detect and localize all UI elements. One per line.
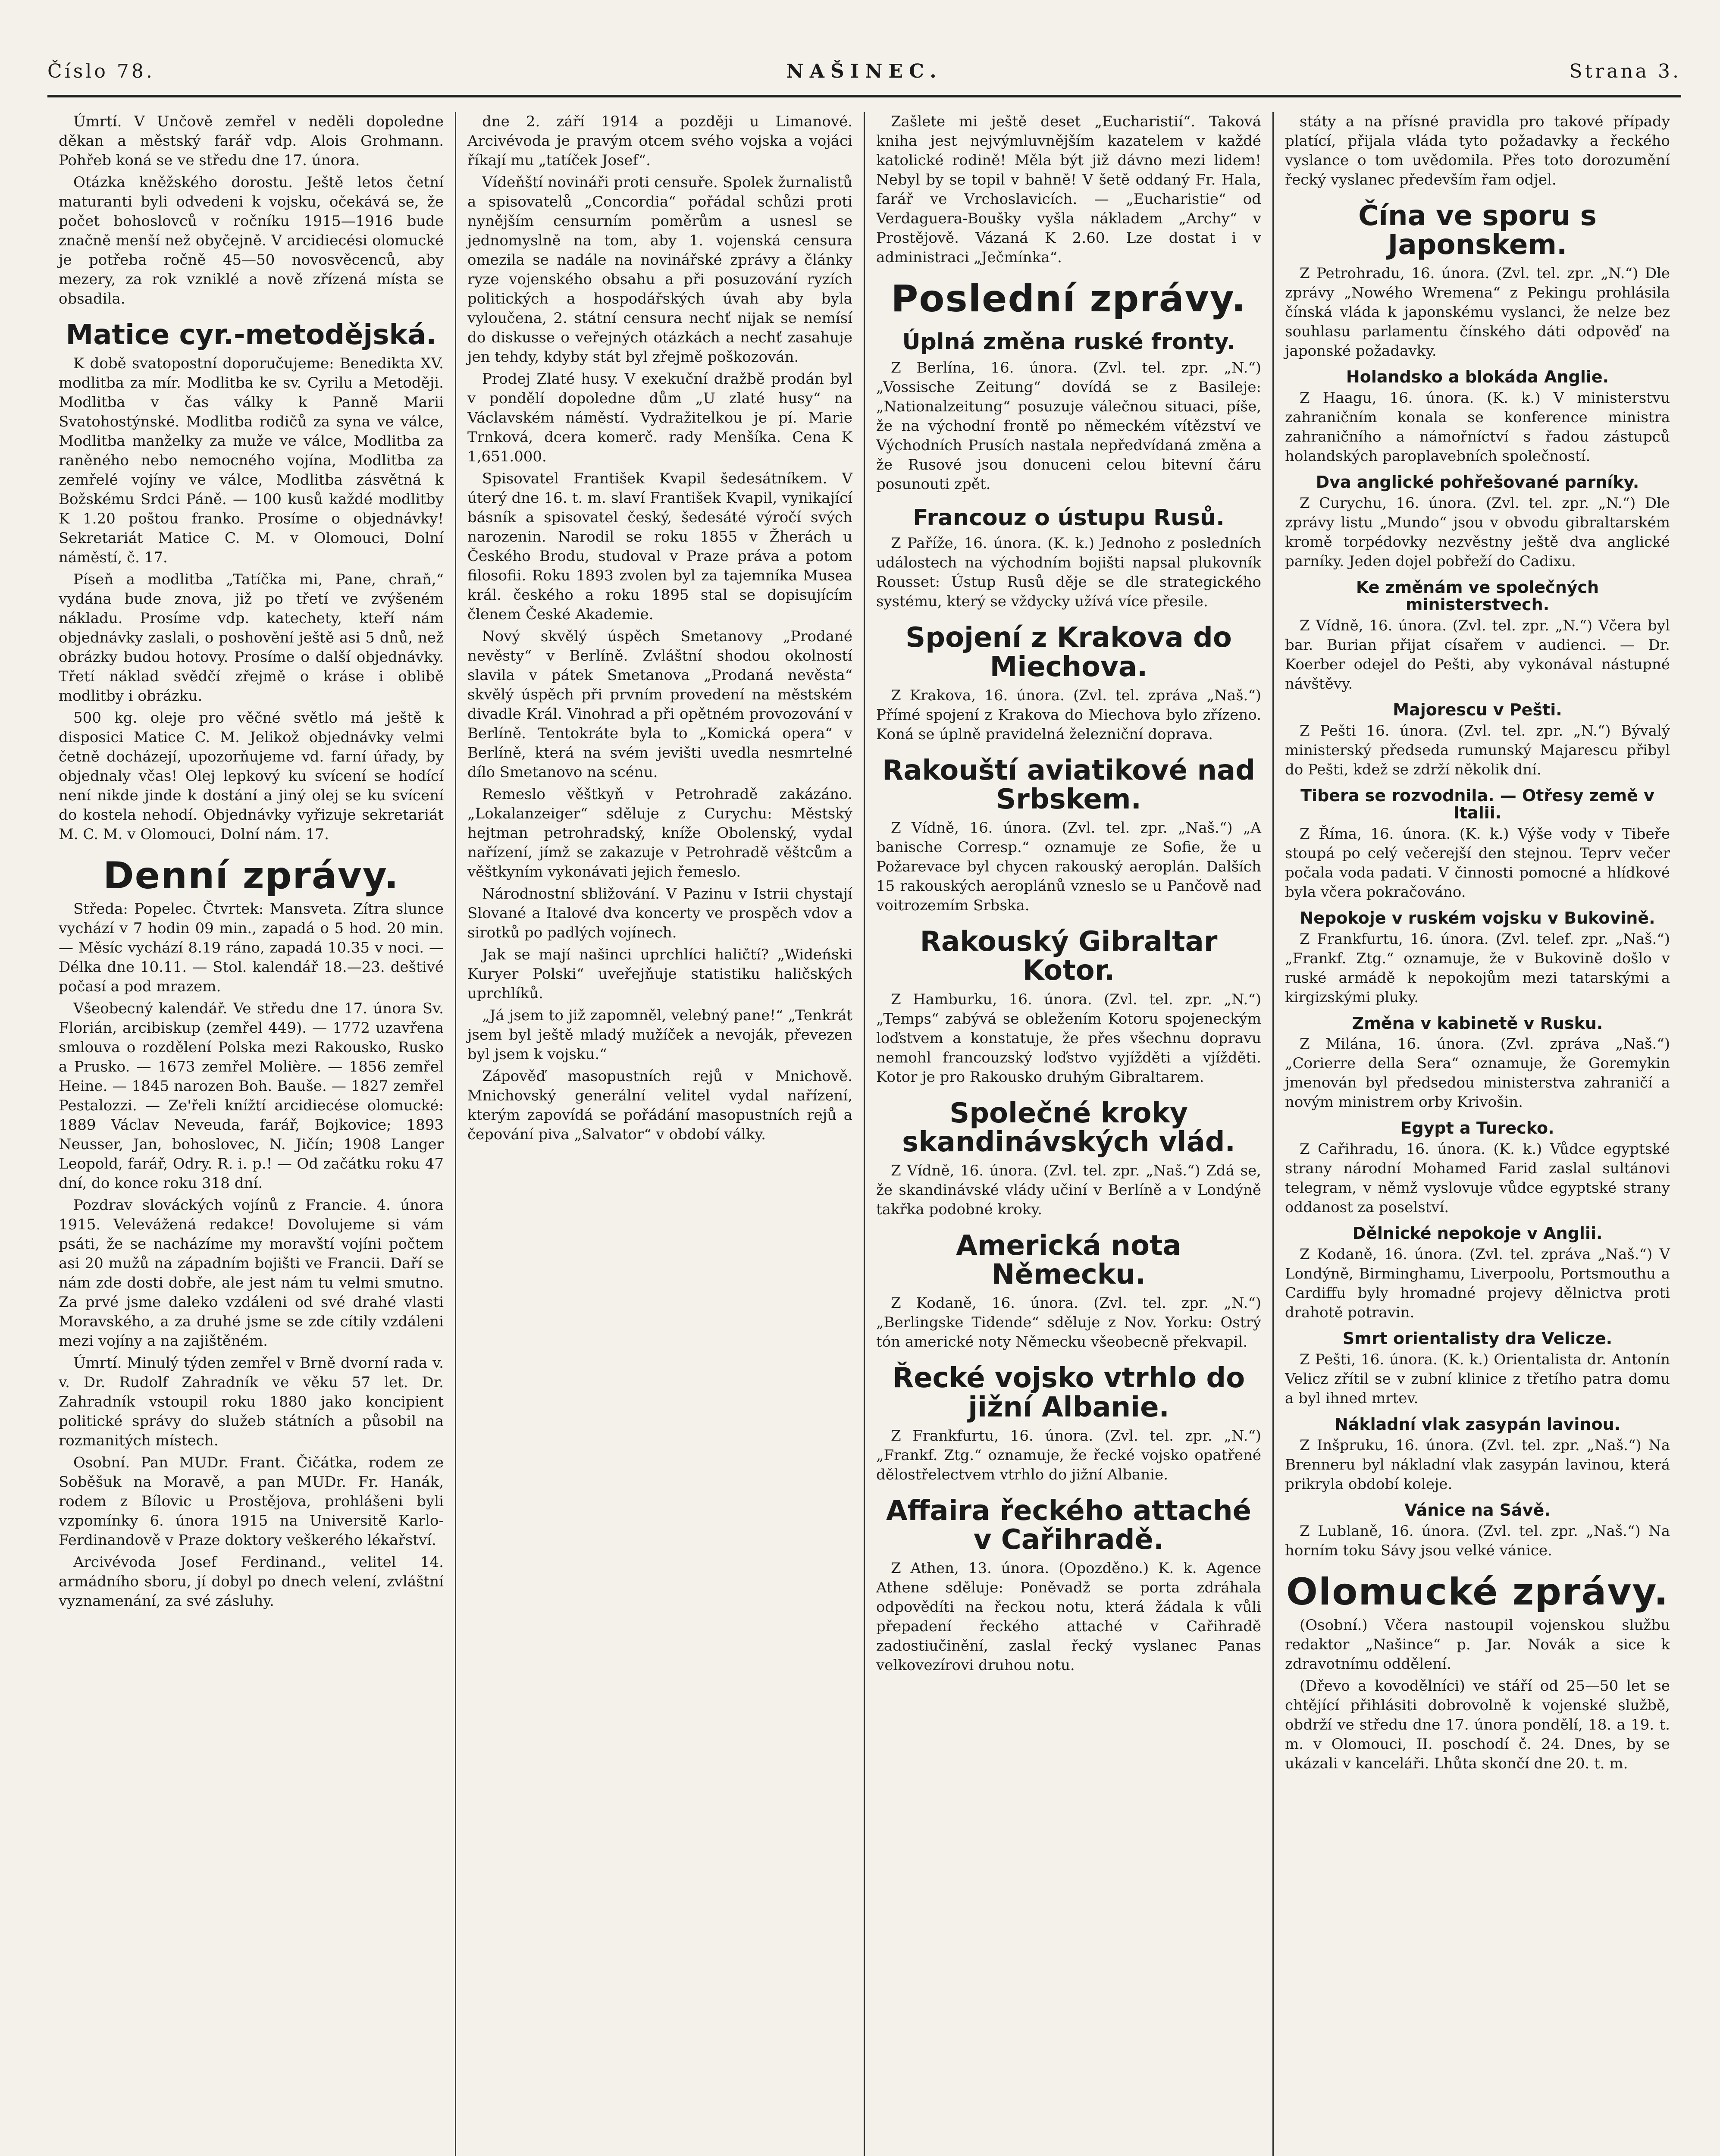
section-heading: Společné kroky skandinávských vlád.	[902, 1097, 1235, 1158]
article-paragraph: Z Inšpruku, 16. února. (Zvl. tel. zpr. „Naš.“) Na Brenneru byl nákladní vlak zasypán lavinou, která prikryla období koleje.	[1285, 1436, 1670, 1493]
section-heading: Čína ve sporu s Japonskem.	[1358, 200, 1597, 261]
section-heading: Vánice na Sávě.	[1404, 1500, 1551, 1520]
section-heading: Tibera se rozvodnila. — Otřesy země v Italii.	[1300, 786, 1654, 822]
issue-number: Číslo 78.	[47, 60, 155, 82]
article-paragraph: Osobní. Pan MUDr. Frant. Čičátka, rodem ze Soběšuk na Moravě, a pan MUDr. Fr. Hanák, rodem z Bílovic u Prostějova, prohlášeni byli vzpomínky 6. února 1915 na Universitě Karlo-Ferdinandově v Praze doktory veškerého lékařství.	[59, 1454, 444, 1549]
page-number: Strana 3.	[1569, 60, 1681, 82]
article-paragraph: Vídeňští novináři proti censuře. Spolek žurnalistů a spisovatelů „Concordia“ pořádal schůzi proti nynějším censurním poměrům a usnesl se jednomyslně na tom, aby 1. vojenská censura omezila se nadále na novinářské zprávy a články ryze vojenského obsahu a při posuzování ryzích politických a hospodářských úvah aby byla vyloučena, 2. státní censura nechť nijak se nemísí do diskusse o veřejných otázkách a nechť zasahuje jen tehdy, kdyby stát byl zřejmě poškozován.	[467, 174, 852, 366]
article-paragraph: Z Athen, 13. února. (Opozděno.) K. k. Agence Athene sděluje: Poněvadž se porta zdráhala odpovědíti na řeckou notu, která žádala k vůli přepadení řeckého attaché v Cařihradě zadostiučinění, zaslal řecký vyslanec Panas velkovezírovi druhou notu.	[876, 1560, 1261, 1674]
section-heading: Dělnické nepokoje v Anglii.	[1352, 1224, 1603, 1243]
article-paragraph: Z Krakova, 16. února. (Zvl. tel. zpráva „Naš.“) Přímé spojení z Krakova do Miechova bylo zřízeno. Koná se úplně pravidelná železniční doprava.	[876, 686, 1261, 743]
article-paragraph: Úmrtí. Minulý týden zemřel v Brně dvorní rada v. v. Dr. Rudolf Zahradník ve věku 57 let. Dr. Zahradník vstoupil roku 1880 jako koncipient politické správy do služeb státních a působil na rozmanitých místech.	[59, 1354, 444, 1450]
article-paragraph: K době svatopostní doporučujeme: Benedikta XV. modlitba za mír. Modlitba ke sv. Cyrilu a Metoději. Modlitba v čas války k Panně Marii Svatohostýnské. Modlitba rodičů za syna ve válce, Modlitba manželky za muže ve válce, Modlitba za raněného nebo nemocného vojína, Modlitba za zemřelé vojíny ve válce, Modlitba zásvětná k Božskému Srdci Páně. — 100 kusů každé modlitby K 1.20 poštou franko. Prosíme o objednávky! Sekretariát Matice C. M. v Olomouci, Dolní náměstí, č. 17.	[59, 355, 444, 567]
article-paragraph: Z Berlína, 16. února. (Zvl. tel. zpr. „N.“) „Vossische Zeitung“ dovídá se z Basileje: „Nationalzeitung“ posuzuje válečnou situaci, píše, že na východní frontě po německém vítězství ve Východních Prusích nastala nepředvídaná změna a že Rusové jsou donuceni celou bitevní čáru posunouti zpět.	[876, 359, 1261, 493]
article-paragraph: Pozdrav slováckých vojínů z Francie. 4. února 1915. Velevážená redakce! Dovolujeme si vám psáti, že se nacházíme my moravští vojíni počtem asi 20 mužů na západním bojišti ve Francii. Daří se nám zde dosti dobře, ale jest nám tu velmi smutno. Za prvé jsme daleko vzdáleni od své drahé vlasti Moravského, a za druhé jsme se zde cítily vzdáleni mezi vojíny a na zajištěném.	[59, 1197, 444, 1350]
section-heading: Egypt a Turecko.	[1400, 1119, 1554, 1138]
article-paragraph: Z Vídně, 16. února. (Zvl. tel. zpr. „Naš.“) Zdá se, že skandinávské vlády učiní v Berlíně a v Londýně takřka podobné kroky.	[876, 1162, 1261, 1218]
article-paragraph: (Osobní.) Včera nastoupil vojenskou službu redaktor „Našince“ p. Jar. Novák a sice k zdravotnímu oddělení.	[1285, 1617, 1670, 1673]
newspaper-title: NAŠINEC.	[786, 60, 943, 82]
article-paragraph: Remeslo věštkyň v Petrohradě zakázáno. „Lokalanzeiger“ sděluje z Curychu: Městský hejtman petrohradský, kníže Obolenský, vydal nařízení, jímž se zakazuje v Petrohradě věštcům a věštkyním vykonávati jejich řemeslo.	[467, 786, 852, 881]
section-heading: Úplná změna ruské fronty.	[902, 329, 1235, 355]
article-paragraph: Z Lublaně, 16. února. (Zvl. tel. zpr. „Naš.“) Na horním toku Sávy jsou velké vánice.	[1285, 1522, 1670, 1559]
article-paragraph: Z Cařihradu, 16. února. (K. k.) Vůdce egyptské strany národní Mohamed Farid zaslal sultánovi telegram, v němž vyslovuje vůdce egyptské strany oddanost za poselství.	[1285, 1141, 1670, 1216]
section-heading: Rakouští aviatikové nad Srbskem.	[882, 754, 1256, 816]
article-paragraph: Z Vídně, 16. února. (Zvl. tel. zpr. „N.“) Včera byl bar. Burian přijat císařem v audienci. — Dr. Koerber odejel do Pešti, aby vykonával nástupné návštěvy.	[1285, 617, 1670, 693]
section-heading: Americká nota Německu.	[956, 1229, 1181, 1291]
article-paragraph: Národnostní sbližování. V Pazinu v Istrii chystají Slované a Italové dva koncerty ve prospěch vdov a sirotků po padlých vojínech.	[467, 885, 852, 941]
article-paragraph: Úmrtí. V Unčově zemřel v neděli dopoledne děkan a městský farář vdp. Alois Grohmann. Pohřeb koná se ve středu dne 17. února.	[59, 113, 444, 169]
article-paragraph: Z Kodaně, 16. února. (Zvl. tel. zpráva „Naš.“) V Londýně, Birminghamu, Liverpoolu, Portsmouthu a Cardiffu byly hromadné projevy dělnictva proti drahotě potravin.	[1285, 1246, 1670, 1322]
section-heading: Rakouský Gibraltar Kotor.	[920, 926, 1218, 987]
section-heading: Smrt orientalisty dra Velicze.	[1342, 1329, 1613, 1348]
article-paragraph: Všeobecný kalendář. Ve středu dne 17. února Sv. Florián, arcibiskup (zemřel 449). — 1772 uzavřena smlouva o rozdělení Polska mezi Rakousko, Rusko a Prusko. — 1673 zemřel Molière. — 1856 zemřel Heine. — 1845 narozen Boh. Bauše. — 1827 zemřel Pestalozzi. — Ze'řeli knížtí arcidiecése olomucké: 1889 Václav Neveuda, farář, Bojkovice; 1893 Neusser, Jan, bohoslovec, N. Jičín; 1908 Langer Leopold, farář, Odry. R. i. p.! — Od začátku roku 47 dní, do konce roku 318 dní.	[59, 1000, 444, 1192]
section-heading: Ke změnám ve společných ministerstvech.	[1356, 578, 1599, 614]
article-paragraph: Z Milána, 16. února. (Zvl. zpráva „Naš.“) „Corierre della Sera“ oznamuje, že Goremykin jmenován byl předsedou ministerstva zahraničí a novým ministrem orby Krivošin.	[1285, 1035, 1670, 1111]
article-paragraph: Prodej Zlaté husy. V exekuční dražbě prodán byl v pondělí dopoledne dům „U zlaté husy“ na Václavském náměstí. Vydražitelkou je pí. Marie Trnková, dcera komerč. rady Menšíka. Cena K 1,651.000.	[467, 370, 852, 465]
section-heading: Majorescu v Pešti.	[1393, 700, 1562, 719]
article-paragraph: Jak se mají našinci uprchlíci haličtí? „Wideński Kuryer Polski“ uveřejňuje statistiku haličských uprchlíků.	[467, 946, 852, 1002]
column-2	[456, 112, 865, 2156]
section-heading: Dva anglické pohřešované parníky.	[1316, 473, 1639, 492]
section-heading: Denní zprávy.	[103, 854, 399, 898]
column-4	[1274, 112, 1681, 2156]
article-paragraph: „Já jsem to již zapomněl, velebný pane!“ „Tenkrát jsem byl ještě mladý mužíček a nevoják, převezen byl jsem k vojsku.“	[467, 1007, 852, 1063]
article-paragraph: Z Kodaně, 16. února. (Zvl. tel. zpr. „N.“) „Berlingske Tidende“ sděluje z Nov. Yorku: Ostrý tón americké noty Německu všeobecně překvapil.	[876, 1294, 1261, 1351]
section-heading: Olomucké zprávy.	[1286, 1570, 1669, 1614]
section-heading: Affaira řeckého attaché v Cařihradě.	[886, 1495, 1251, 1556]
article-paragraph: Z Frankfurtu, 16. února. (Zvl. telef. zpr. „Naš.“) „Frankf. Ztg.“ oznamuje, že v Bukovině došlo v ruské armádě k nepokojům mezi tatarskými a kirgizskými pluky.	[1285, 930, 1670, 1006]
section-heading: Nepokoje v ruském vojsku v Bukovině.	[1300, 908, 1655, 928]
masthead	[47, 56, 1681, 97]
columns	[47, 112, 1681, 2156]
article-paragraph: Z Pešti, 16. února. (K. k.) Orientalista dr. Antonín Velicz zřítil se v zubní klinice z třetího patra domu a byl ihned mrtev.	[1285, 1351, 1670, 1407]
article-paragraph: (Dřevo a kovodělníci) ve stáří od 25—50 let se chtějící přihlásiti dobrovolně k vojenské službě, obdrží ve středu dne 17. února pondělí, 18. a 19. t. m. v Olomouci, II. poschodí č. 24. Dnes, by se ukázali v kanceláři. Lhůta skončí dne 20. t. m.	[1285, 1677, 1670, 1773]
article-paragraph: Spisovatel František Kvapil šedesátníkem. V úterý dne 16. t. m. slaví František Kvapil, vynikající básník a spisovatel český, šedesáté výročí svých narozenin. Narodil se roku 1855 v Žherách u Českého Brodu, studoval v Praze práva a potom filosofii. Roku 1893 zvolen byl za tajemníka Musea král. českého a roku 1895 stal se dopisujícím členem České Akademie.	[467, 470, 852, 623]
article-paragraph: Z Paříže, 16. února. (K. k.) Jednoho z posledních událostech na východním bojišti napsal plukovník Rousset: Ústup Rusů děje se dle strategického systému, který se vždycky užívá více přesile.	[876, 535, 1261, 611]
column-1	[47, 112, 456, 2156]
article-paragraph: státy a na přísné pravidla pro takové případy platící, přijala vláda tyto požadavky a řeckého vyslance o tom uvědomila. Přes toto dorozumění řecký vyslanec především řam odjel.	[1285, 113, 1670, 188]
article-paragraph: Z Hamburku, 16. února. (Zvl. tel. zpr. „N.“) „Temps“ zabývá se obležením Kotoru spojeneckým loďstvem a konstatuje, že přes všechnu dopravu nemohl francouzský loďstvo vyjížděti a vjížděti. Kotor je pro Rakousko druhým Gibraltarem.	[876, 990, 1261, 1086]
section-heading: Změna v kabinetě v Rusku.	[1352, 1013, 1603, 1033]
section-heading: Nákladní vlak zasypán lavinou.	[1334, 1415, 1621, 1434]
section-heading: Francouz o ústupu Rusů.	[913, 505, 1225, 531]
article-paragraph: Z Petrohradu, 16. února. (Zvl. tel. zpr. „N.“) Dle zprávy „Nowého Wremena“ z Pekingu prohlásila čínská vláda k japonskému vyslanci, že nelze bez souhlasu parlamentu čínského dáti odpověď na japonské požadavky.	[1285, 265, 1670, 360]
article-paragraph: Středa: Popelec. Čtvrtek: Mansveta. Zítra slunce vychází v 7 hodin 09 min., zapadá o 5 hod. 20 min. — Měsíc vychází 8.19 ráno, zapadá 10.35 v noci. — Délka dne 10.11. — Stol. kalendář 18.—23. deštivé počasí a pod mrazem.	[59, 900, 444, 996]
article-paragraph: Zašlete mi ještě deset „Eucharistií“. Taková kniha jest nejvýmluvnějším kazatelem v každé katolické rodině! Měla být již dávno mezi lidem! Nebyl by se topil v bahně! V šetě oddaný Fr. Hala, farář ve Vrchoslavicích. — „Eucharistie“ od Verdaguera-Boušky vyšla nákladem „Archy“ v Prostějově. Vázaná K 2.60. Lze dostat i v administraci „Ječmínka“.	[876, 113, 1261, 266]
article-paragraph: Z Frankfurtu, 16. února. (Zvl. tel. zpr. „N.“) „Frankf. Ztg.“ oznamuje, že řecké vojsko opatřené dělostřelectvem vtrhlo do jižní Albanie.	[876, 1427, 1261, 1483]
article-paragraph: Píseň a modlitba „Tatíčka mi, Pane, chraň,“ vydána bude znova, již po třetí ve zvýšeném nákladu. Prosíme vdp. katechety, kteří nám objednávky zaslali, o poshovění ještě asi 5 dnů, než obrázky budou hotovy. Prosíme o další objednávky. Třetí náklad svědčí zřejmě o kráse i oblibě modlitby i obrázku.	[59, 571, 444, 705]
article-paragraph: Z Haagu, 16. února. (K. k.) V ministerstvu zahraničním konala se konference ministra zahraničního a námořníctví s řadou zástupců holandských paroplavebních společností.	[1285, 389, 1670, 465]
article-paragraph: Otázka kněžského dorostu. Ještě letos četní maturanti byli odvedeni k vojsku, očekává se, že počet bohoslovců v ročníku 1915—1916 bude značně menší než obyčejně. V arcidiecési olomucké je potřeba ročně 45—50 novosvěcenců, aby mezery, za rok vzniklé a nově zřízená místa se obsadila.	[59, 174, 444, 307]
article-paragraph: Nový skvělý úspěch Smetanovy „Prodané nevěsty“ v Berlíně. Zvláštní shodou okolností slavila v pátek Smetanova „Prodaná nevěsta“ skvělý úspěch při prvním provedení na městském divadle Král. Vinohrad a při opětném provozování v Berlíně. Tentokráte byla to „Komická opera“ v Berlíně, která na svém jevišti uvedla nesmrtelné dílo Smetanovo na scénu.	[467, 628, 852, 781]
section-heading: Matice cyr.-metodějská.	[66, 319, 437, 351]
section-heading: Řecké vojsko vtrhlo do jižní Albanie.	[892, 1362, 1245, 1423]
article-paragraph: 500 kg. oleje pro věčné světlo má ještě k disposici Matice C. M. Jelikož objednávky velmi četně docházejí, upozorňujeme vd. farní úřady, by objednaly včas! Olej lepkový ku svícení se hodící není nikde jinde k dostání a jiný olej se ku svícení do kostela nehodí. Objednávky vyřizuje sekretariát M. C. M. v Olomouci, Dolní nám. 17.	[59, 709, 444, 843]
article-paragraph: Z Pešti 16. února. (Zvl. tel. zpr. „N.“) Bývalý ministerský předseda rumunský Majarescu přibyl do Pešti, kdež se zdrží několik dní.	[1285, 722, 1670, 778]
article-paragraph: dne 2. září 1914 a později u Limanové. Arcivévoda je pravým otcem svého vojska a vojáci říkají mu „tatíček Josef“.	[467, 113, 852, 169]
article-paragraph: Z Říma, 16. února. (K. k.) Výše vody v Tibeře stoupá po celý večerejší den stejnou. Teprv večer počala voda padati. V činnosti pomocné a hlídkové byla včera pokračováno.	[1285, 825, 1670, 901]
article-paragraph: Z Curychu, 16. února. (Zvl. tel. zpr. „N.“) Dle zprávy listu „Mundo“ jsou v obvodu gibraltarském kromě torpédovky nezvěstny ještě dva anglické parníky. Jeden dojel pobřeží do Cadixu.	[1285, 495, 1670, 570]
section-heading: Poslední zprávy.	[891, 277, 1247, 320]
article-paragraph: Arcivévoda Josef Ferdinand., velitel 14. armádního sboru, jí dobyl po dnech velení, zvláštní vyznamenání, za své zásluhy.	[59, 1554, 444, 1610]
column-3	[865, 112, 1274, 2156]
article-paragraph: Zápověď masopustních rejů v Mnichově. Mnichovský generální velitel vydal nařízení, kterým zapovídá se pořádání masopustních rejů a čepování piva „Salvator“ v období války.	[467, 1068, 852, 1143]
section-heading: Spojení z Krakova do Miechova.	[905, 622, 1232, 683]
article-paragraph: Z Vídně, 16. února. (Zvl. tel. zpr. „Naš.“) „A banische Corresp.“ oznamuje ze Sofie, že u Požarevace byl chycen rakouský aeroplán. Dalších 15 rakouských aeroplánů vzneslo se u Pančově nad voitrozemím Srbska.	[876, 819, 1261, 915]
section-heading: Holandsko a blokáda Anglie.	[1346, 367, 1609, 387]
